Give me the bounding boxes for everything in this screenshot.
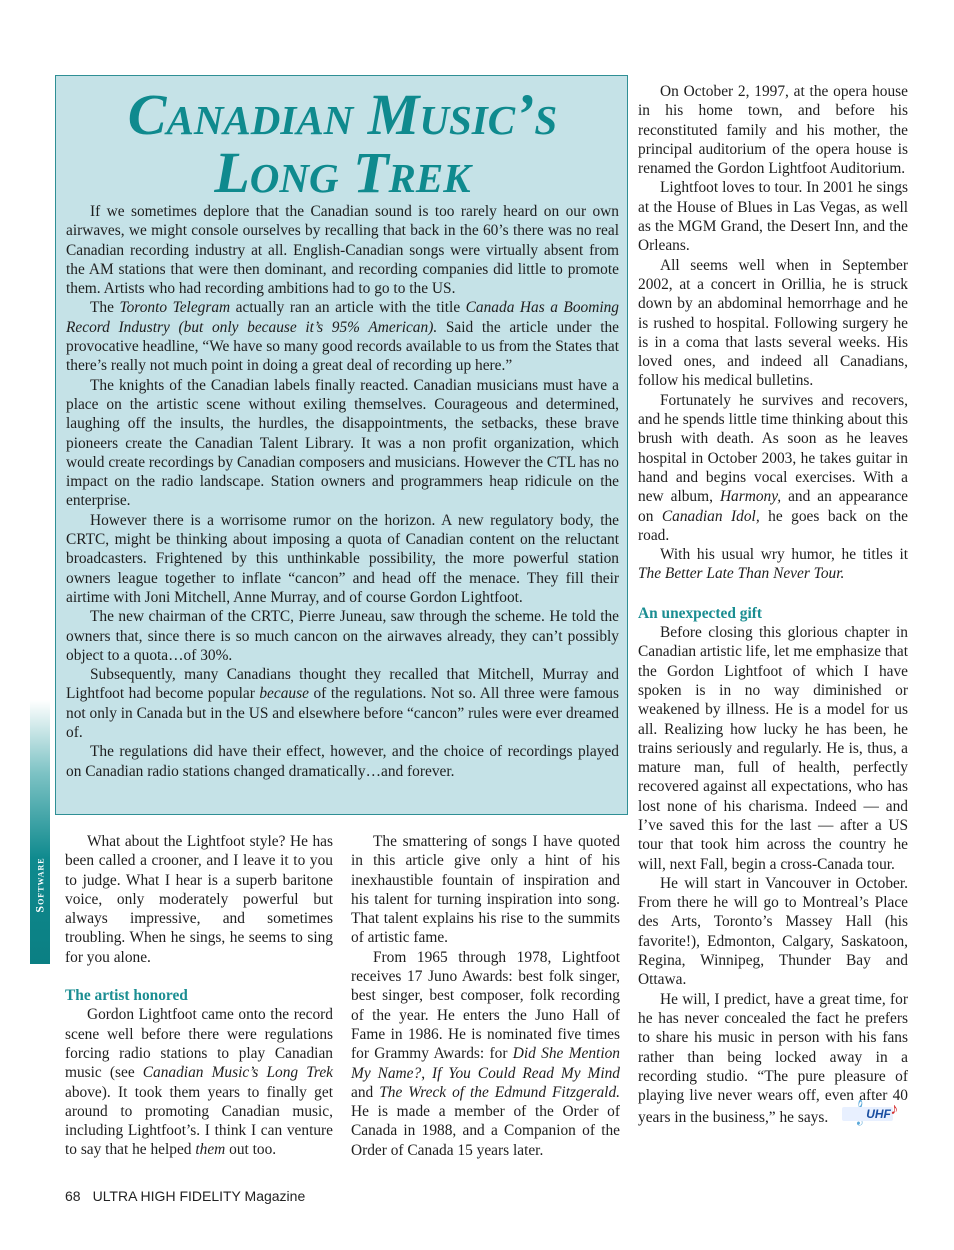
- section-tab-label: Software: [32, 857, 47, 913]
- sidebar-paragraph: Subsequently, many Canadians thought they recalled that Mitchell, Murray and Lightfoot had become popular because of the regulations. Not so. All three were famous not only in Canada but in the US and elsewhere before “cancon” rules were ever dreamed of.: [66, 666, 619, 742]
- article-paragraph: Gordon Lightfoot came onto the record scene well before there were regulations forcing radio stations to play Canadian music (see Canadian Music’s Long Trek above). It took them years to finally get around to promoting Canadian music, including Lightfoot’s. I think I can venture to say that he helped them out too.: [65, 1006, 333, 1159]
- article-paragraph: He will, I predict, have a great time, for he has never concealed the fact he prefers to share his music in person with his fans rather than being locked away in a recording studio. “The pure pleasure of playing live never wears off, even after 40 years in the business,” he says. UHF ♪: [638, 990, 908, 1127]
- article-paragraph: From 1965 through 1978, Lightfoot receives 17 Juno Awards: best folk singer, best singer, best composer, folk recording of the year. He enters the Juno Hall of Fame in 1986. He is nominated five times for Grammy Awards: for Did She Mention My Name?, If You Could Read My Mind and The Wreck of the Edmund Fitzgerald. He is made a member of the Order of Canada in 1988, and a Companion of the Order of Canada 15 years later.: [351, 948, 621, 1159]
- sidebar-paragraph: However there is a worrisome rumor on the horizon. A new regulatory body, the CRTC, might be thinking about imposing a quota of Canadian content on the reluctant broadcasters. Frightened by this unthinkable possibility, the more powerful station owners league together to inflate “cancon” and head off the menace. They fill their airtime with Joni Mitchell, Anne Murray, and of course Gordon Lightfoot.: [66, 511, 619, 606]
- sidebar-paragraph: The knights of the Canadian labels finally reacted. Canadian musicians must have a place on the artistic scene without exiling themselves. Courageous and determined, laughing off the insults, the hurdles, the disappointments, the setbacks, these brave pioneers create the Canadian Talent Library. It was a non profit organization, which would create recordings by Canadian composers and musicians. However the CTL has no impact on the radio landscape. Station owners and programmers heap ridicule on the enterprise.: [66, 376, 619, 510]
- page-number: 68: [65, 1188, 81, 1204]
- sidebar-title-line1: Canadian Music’s: [127, 82, 558, 147]
- sidebar-title: [66, 82, 619, 205]
- section-tab: [30, 700, 50, 964]
- article-paragraph: All seems well when in September 2002, at a concert in Orillia, he is struck down by an abdominal hemorrhage and he is rushed to hospital. Following surgery he is in a coma that lasts several weeks. His loved ones, and indeed all Canadians, follow his medical bulletins.: [638, 256, 908, 390]
- subhead-unexpected-gift: An unexpected gift: [638, 604, 762, 622]
- article-column-1: [65, 832, 333, 1160]
- article-paragraph: Lightfoot loves to tour. In 2001 he sings at the House of Blues in Las Vegas, as well as the MGM Grand, the Desert Inn, and the Orleans.: [638, 179, 908, 255]
- article-column-2: [351, 832, 620, 1160]
- article-paragraph: Fortunately he survives and recovers, and he spends little time thinking about this brush with death. As soon as he leaves hospital in October 2003, he takes guitar in hand and begins vocal exercises. With a new album, Harmony, and an appearance on Canadian Idol, he goes back on the road.: [638, 391, 908, 544]
- sidebar-paragraph: If we sometimes deplore that the Canadian sound is too rarely heard on our own airwaves, we might console ourselves by recalling that back in the 60’s there was no real Canadian recording industry at all. English-Canadian songs were virtually absent from the AM stations that were then dominant, and recording companies did little to promote them. Artists who had recording ambitions had to go to the US.: [66, 203, 619, 298]
- article-paragraph: What about the Lightfoot style? He has been called a crooner, and I leave it to you to judge. What I hear is a superb baritone voice, only moderately powerful but always impressive, and sometimes troubling. When he sings, he seems to sing for you alone.: [65, 833, 333, 966]
- sidebar-paragraph: The Toronto Telegram actually ran an article with the title Canada Has a Booming Record Industry (but only because it’s 95% American). Said the article under the provocative headline, “We have so many good records available to us from the States that there’s really not much point in doing a great deal of recording up here.”: [66, 299, 619, 375]
- sidebar-paragraph: The new chairman of the CRTC, Pierre Juneau, saw through the scheme. He told the owners that, since there is so much cancon on the airwaves already, they can’t possibly object to a quota…of 30%.: [66, 608, 619, 664]
- article-paragraph: On October 2, 1997, at the opera house in his home town, and before his reconstituted family and his mother, the principal auditorium of the opera house is renamed the Gordon Lightfoot Auditorium.: [638, 83, 908, 178]
- uhf-logo-icon: UHF ♪: [830, 1105, 880, 1125]
- sidebar-paragraph: The regulations did have their effect, however, and the choice of recordings played on Canadian radio stations changed dramatically…and forever.: [66, 743, 619, 780]
- article-paragraph: Before closing this glorious chapter in Canadian artistic life, let me emphasize that the Gordon Lightfoot of which I have spoken is in no way diminished or weakened by illness. He is a model for us all. Realizing how lucky he has been, he trains seriously and regularly. He is, thus, a mature man, full of health, perfectly recovered against all expectations, who has lost none of his charisma. Indeed — and I’ve saved this for the last — after a US tour that took him across the country he will, next Fall, begin a cross-Canada tour.: [638, 624, 908, 873]
- sidebar-text: [66, 202, 619, 781]
- article-paragraph: With his usual wry humor, he titles it The Better Late Than Never Tour.: [638, 546, 908, 583]
- article-column-3: [638, 82, 908, 1128]
- sidebar-box: [55, 75, 628, 815]
- magazine-name: ULTRA HIGH FIDELITY Magazine: [92, 1188, 306, 1204]
- sidebar-title-line2: Long Trek: [214, 140, 471, 205]
- subhead-artist-honored: The artist honored: [65, 987, 188, 1005]
- page-footer: [65, 1188, 305, 1204]
- article-paragraph: He will start in Vancouver in October. From there he will go to Montreal’s Place des Arts, Toronto’s Massey Hall (his favorite!), Edmonton, Calgary, Saskatoon, Regina, Winnipeg, Thunder Bay and Ottawa.: [638, 874, 908, 989]
- article-paragraph: The smattering of songs I have quoted in this article give only a hint of his inexhaustible fountain of inspiration and his talent for turning inspiration into song. That talent explains his rise to the summits of artistic fame.: [351, 833, 620, 947]
